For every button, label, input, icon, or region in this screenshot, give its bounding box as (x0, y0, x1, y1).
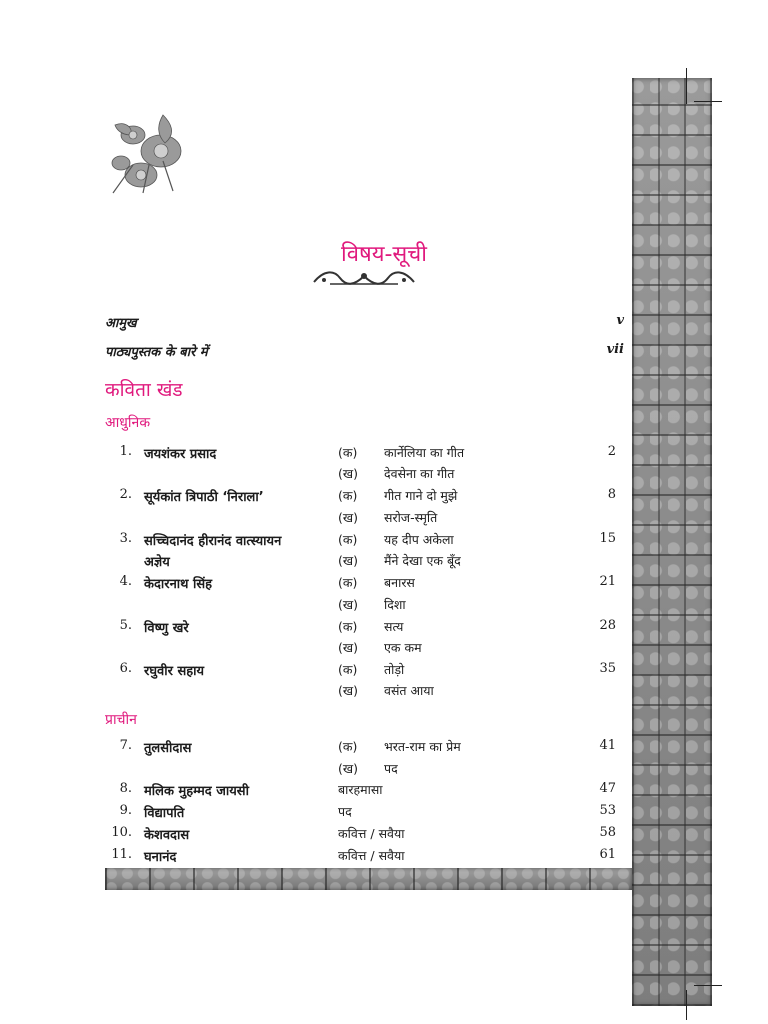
front-matter-page: v (616, 313, 624, 328)
modern-heading: आधुनिक (105, 415, 151, 431)
front-matter-page: vii (606, 342, 624, 357)
poem-title: बनारस (384, 575, 415, 590)
entry-page: 15 (599, 531, 616, 546)
entry-page: 35 (599, 661, 616, 676)
entry-page: 28 (599, 618, 616, 633)
entry-number: 9. (119, 803, 132, 818)
entry-number: 1. (119, 444, 132, 459)
entry-author: तुलसीदास (144, 741, 192, 756)
poem-title: देवसेना का गीत (384, 466, 455, 481)
poem-title: सरोज-स्मृति (384, 510, 438, 525)
section-title: कविता खंड (105, 379, 183, 401)
poem-marker: (क) (338, 445, 358, 460)
crop-mark (686, 990, 687, 1020)
stone-border-bottom (105, 868, 632, 890)
poem-title: पद (338, 804, 352, 819)
flower-illustration (103, 105, 195, 197)
poem-marker: (ख) (338, 553, 358, 568)
entry-author: सच्चिदानंद हीरानंद वात्स्यायन (144, 534, 282, 549)
poem-title: वसंत आया (384, 683, 434, 698)
crop-mark (694, 985, 722, 986)
poem-title: बारहमासा (338, 782, 383, 797)
entry-page: 47 (599, 781, 616, 796)
poem-title: पद (384, 761, 398, 776)
poem-title: गीत गाने दो मुझे (384, 488, 458, 503)
poem-marker: (क) (338, 532, 358, 547)
crop-mark (686, 68, 687, 104)
entry-number: 6. (119, 661, 132, 676)
poem-title: कार्नेलिया का गीत (384, 445, 465, 460)
poem-marker: (क) (338, 488, 358, 503)
title-flourish-ornament (310, 268, 418, 290)
entry-number: 5. (119, 618, 132, 633)
poem-marker: (ख) (338, 683, 358, 698)
entry-number: 4. (119, 574, 132, 589)
entry-page: 8 (607, 487, 616, 502)
front-matter-label[interactable]: पाठ्यपुस्तक के बारे में (105, 345, 208, 360)
poem-title: दिशा (384, 597, 406, 612)
entry-page: 2 (607, 444, 616, 459)
poem-marker: (ख) (338, 640, 358, 655)
poem-title: कवित्त / सवैया (338, 848, 405, 863)
entry-author: सूर्यकांत त्रिपाठी ‘निराला’ (144, 490, 264, 505)
entry-author: केशवदास (144, 828, 190, 843)
poem-marker: (ख) (338, 466, 358, 481)
entry-author: घनानंद (144, 850, 177, 865)
poem-marker: (क) (338, 662, 358, 677)
entry-page: 21 (599, 574, 616, 589)
poem-marker: (क) (338, 619, 358, 634)
entry-number: 11. (111, 847, 132, 862)
entry-author: विष्णु खरे (144, 621, 189, 636)
poem-marker: (ख) (338, 510, 358, 525)
poem-title: मैंने देखा एक बूँद (384, 553, 461, 568)
poem-title: तोड़ो (384, 662, 405, 677)
front-matter-label[interactable]: आमुख (105, 316, 137, 331)
entry-page: 58 (599, 825, 616, 840)
ancient-heading: प्राचीन (105, 712, 137, 728)
poem-title: भरत-राम का प्रेम (384, 739, 461, 754)
poem-marker: (क) (338, 575, 358, 590)
poem-marker: (ख) (338, 597, 358, 612)
poem-marker: (ख) (338, 761, 358, 776)
entry-author: विद्यापति (144, 806, 185, 821)
entry-page: 41 (599, 738, 616, 753)
poem-marker: (क) (338, 739, 358, 754)
entry-author: जयशंकर प्रसाद (144, 447, 217, 462)
entry-number: 3. (119, 531, 132, 546)
page-title: विषय-सूची (341, 242, 427, 267)
poem-title: सत्य (384, 619, 404, 634)
crop-mark (694, 101, 722, 102)
entry-page: 61 (599, 847, 616, 862)
entry-number: 7. (119, 738, 132, 753)
entry-number: 2. (119, 487, 132, 502)
entry-author: रघुवीर सहाय (144, 664, 205, 679)
entry-number: 10. (111, 825, 132, 840)
entry-page: 53 (599, 803, 616, 818)
entry-number: 8. (119, 781, 132, 796)
entry-author: मलिक मुहम्मद जायसी (144, 784, 249, 799)
entry-author-line2: अज्ञेय (144, 555, 170, 570)
stone-border-right (632, 78, 712, 1006)
poem-title: एक कम (384, 640, 422, 655)
poem-title: कवित्त / सवैया (338, 826, 405, 841)
poem-title: यह दीप अकेला (384, 532, 454, 547)
entry-author: केदारनाथ सिंह (144, 577, 213, 592)
